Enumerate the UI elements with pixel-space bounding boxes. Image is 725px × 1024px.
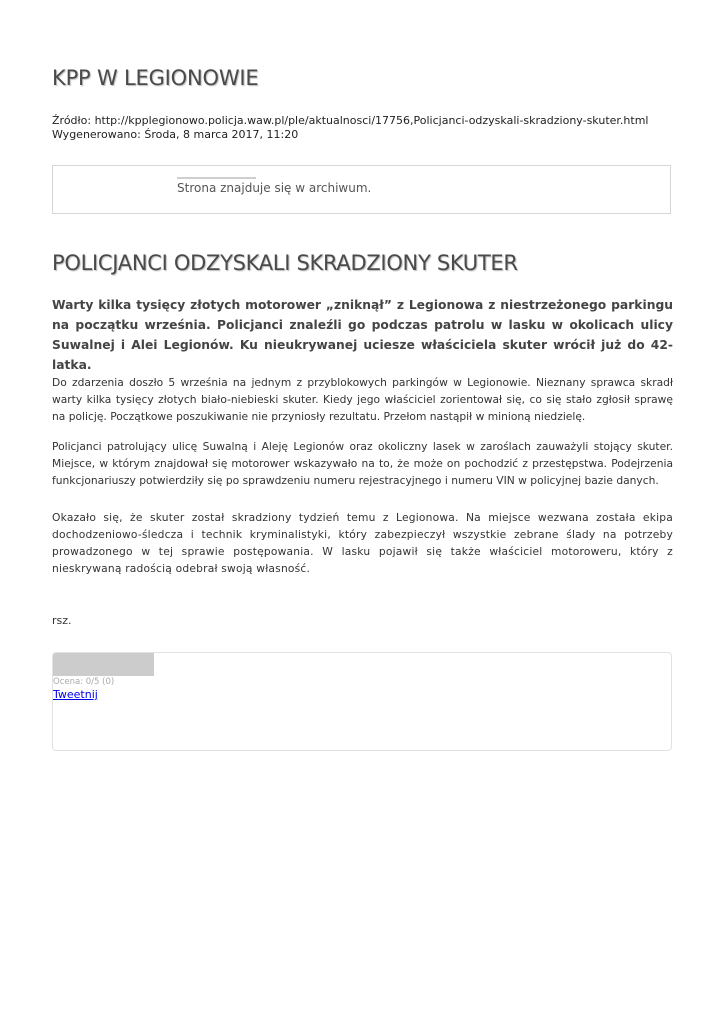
document-meta <box>52 114 648 142</box>
rating-text: Ocena: 0/5 (0) <box>53 677 115 687</box>
author-signature: rsz. <box>52 614 72 627</box>
archive-notice: Strona znajduje się w archiwum. <box>177 181 372 195</box>
rating-share-box <box>52 652 672 751</box>
generated-date: Wygenerowano: Środa, 8 marca 2017, 11:20 <box>52 128 299 141</box>
article-paragraph: Do zdarzenia doszło 5 września na jednym z przyblokowych parkingów w Legionowie. Nieznany sprawca skradł warty kilka tysięcy złotych biało-niebieski skuter. Kiedy jego właściciel zorientował się, co się stało zgłosił sprawę na policję. Początkowe poszukiwanie nie przyniosły rezultatu. Przełom nastąpił w minioną niedzielę. <box>52 376 673 423</box>
archive-notice-box <box>52 165 671 214</box>
article-title: POLICJANCI ODZYSKALI SKRADZIONY SKUTER <box>52 251 518 275</box>
article-paragraph: Policjanci patrolujący ulicę Suwalną i Aleję Legionów oraz okoliczny lasek w zaroślach zauważyli stojący skuter. Miejsce, w którym znajdował się motorower wskazywało na to, że może on pochodzić z przestępstwa. Podejrzenia funkcjonariuszy potwierdziły się po sprawdzeniu numeru rejestracyjnego i numeru VIN w policyjnej bazie danych. <box>52 440 673 487</box>
rating-stars[interactable] <box>53 653 154 676</box>
site-title: KPP W LEGIONOWIE <box>52 66 259 90</box>
source-url: Źródło: http://kpplegionowo.policja.waw.pl/ple/aktualnosci/17756,Policjanci-odzyskali-skradziony-skuter.html <box>52 114 649 127</box>
article-lead: Warty kilka tysięcy złotych motorower „zniknął” z Legionowa z niestrzeżonego parkingu na początku września. Policjanci znaleźli go podczas patrolu w lasku w okolicach ulicy Suwalnej i Alei Legionów. Ku nieukrywanej uciesze właściciela skuter wrócił już do 42-latka. <box>52 298 673 372</box>
tweet-link[interactable]: Tweetnij <box>53 688 98 701</box>
archive-divider <box>177 177 256 179</box>
article-paragraph: Okazało się, że skuter został skradziony tydzień temu z Legionowa. Na miejsce wezwana została ekipa dochodzeniowo-śledcza i technik kryminalistyki, który zabezpieczył wszystkie zebrane ślady na potrzeby prowadzonego w tej sprawie postępowania. W lasku pojawił się także właściciel motoroweru, który z nieskrywaną radością odebrał swoją własność. <box>52 511 673 575</box>
